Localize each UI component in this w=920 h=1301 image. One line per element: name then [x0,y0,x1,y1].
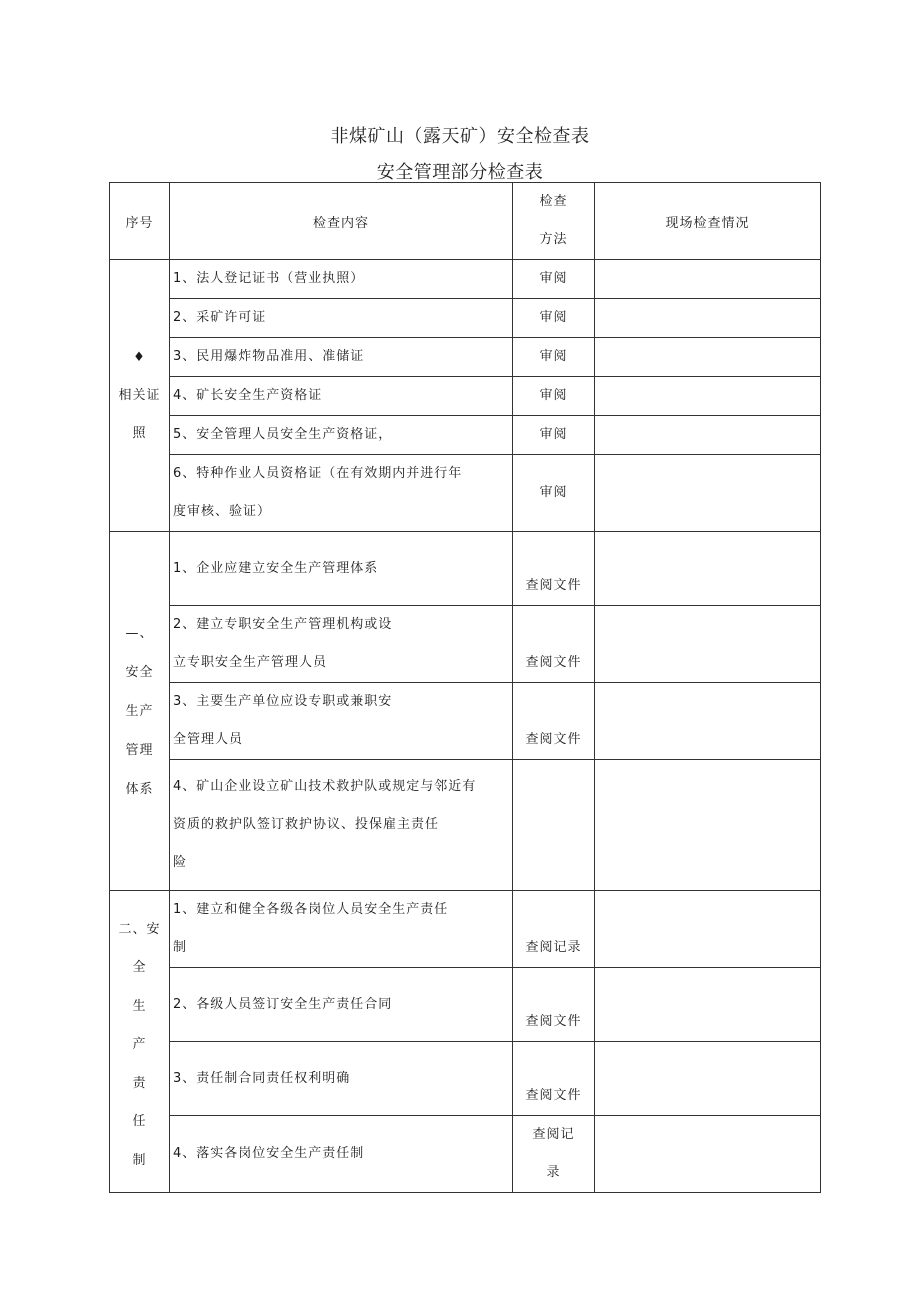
row-method: 查阅文件 [513,1042,595,1116]
row-content: 5、安全管理人员安全生产资格证， [170,416,513,455]
row-method: 审阅 [513,416,595,455]
row-result-cell[interactable] [595,968,821,1042]
row-content: 6、特种作业人员资格证（在有效期内并进行年 度审核、验证） [170,455,513,532]
group-label-responsibility: 二、安 全 生 产 责 任 制 [110,891,170,1193]
row-result-cell[interactable] [595,260,821,299]
table-row [110,891,821,968]
table-row [110,260,821,299]
row-method: 审阅 [513,377,595,416]
table-row [110,377,821,416]
document-title: 非煤矿山（露天矿）安全检查表 [330,126,590,147]
header-content: 检查内容 [170,183,513,260]
group-label-certificates: ♦ 相关证 照 [110,260,170,532]
table-row [110,1042,821,1116]
row-result-cell[interactable] [595,1116,821,1193]
row-result-cell[interactable] [595,299,821,338]
row-content: 3、民用爆炸物品准用、准储证 [170,338,513,377]
row-method: 查阅文件 [513,532,595,606]
row-content: 3、责任制合同责任权利明确 [170,1042,513,1116]
table-row [110,299,821,338]
table-row [110,416,821,455]
row-result-cell[interactable] [595,377,821,416]
row-content: 4、矿长安全生产资格证 [170,377,513,416]
table-row [110,683,821,760]
row-content: 4、落实各岗位安全生产责任制 [170,1116,513,1193]
table-row [110,606,821,683]
table-row [110,760,821,891]
row-method: 审阅 [513,338,595,377]
row-method: 审阅 [513,455,595,532]
row-result-cell[interactable] [595,1042,821,1116]
row-result-cell[interactable] [595,338,821,377]
header-result: 现场检查情况 [595,183,821,260]
row-content: 4、矿山企业设立矿山技术救护队或规定与邻近有 资质的救护队签订救护协议、投保雇主责任 险 [170,760,513,891]
row-content: 1、企业应建立安全生产管理体系 [170,532,513,606]
table-row [110,455,821,532]
row-method [513,760,595,891]
table-row [110,532,821,606]
row-method: 查阅文件 [513,968,595,1042]
row-result-cell[interactable] [595,532,821,606]
row-result-cell[interactable] [595,760,821,891]
row-result-cell[interactable] [595,891,821,968]
row-content: 2、各级人员签订安全生产责任合同 [170,968,513,1042]
table-header-row [110,183,821,260]
header-method: 检查 方法 [513,183,595,260]
document-subtitle: 安全管理部分检查表 [376,162,544,183]
row-method: 审阅 [513,260,595,299]
row-result-cell[interactable] [595,416,821,455]
row-method: 审阅 [513,299,595,338]
row-content: 2、采矿许可证 [170,299,513,338]
row-method: 查阅记录 [513,891,595,968]
row-result-cell[interactable] [595,455,821,532]
row-method: 查阅记 录 [513,1116,595,1193]
row-content: 3、主要生产单位应设专职或兼职安 全管理人员 [170,683,513,760]
table-row [110,338,821,377]
row-content: 1、法人登记证书（营业执照） [170,260,513,299]
row-method: 查阅文件 [513,606,595,683]
table-row [110,968,821,1042]
group-label-management-system: —、 安全 生产 管理 体系 [110,532,170,891]
row-content: 1、建立和健全各级各岗位人员安全生产责任 制 [170,891,513,968]
header-seq: 序号 [110,183,170,260]
row-result-cell[interactable] [595,683,821,760]
table-row [110,1116,821,1193]
inspection-table [109,182,821,1193]
row-result-cell[interactable] [595,606,821,683]
row-method: 查阅文件 [513,683,595,760]
row-content: 2、建立专职安全生产管理机构或设 立专职安全生产管理人员 [170,606,513,683]
